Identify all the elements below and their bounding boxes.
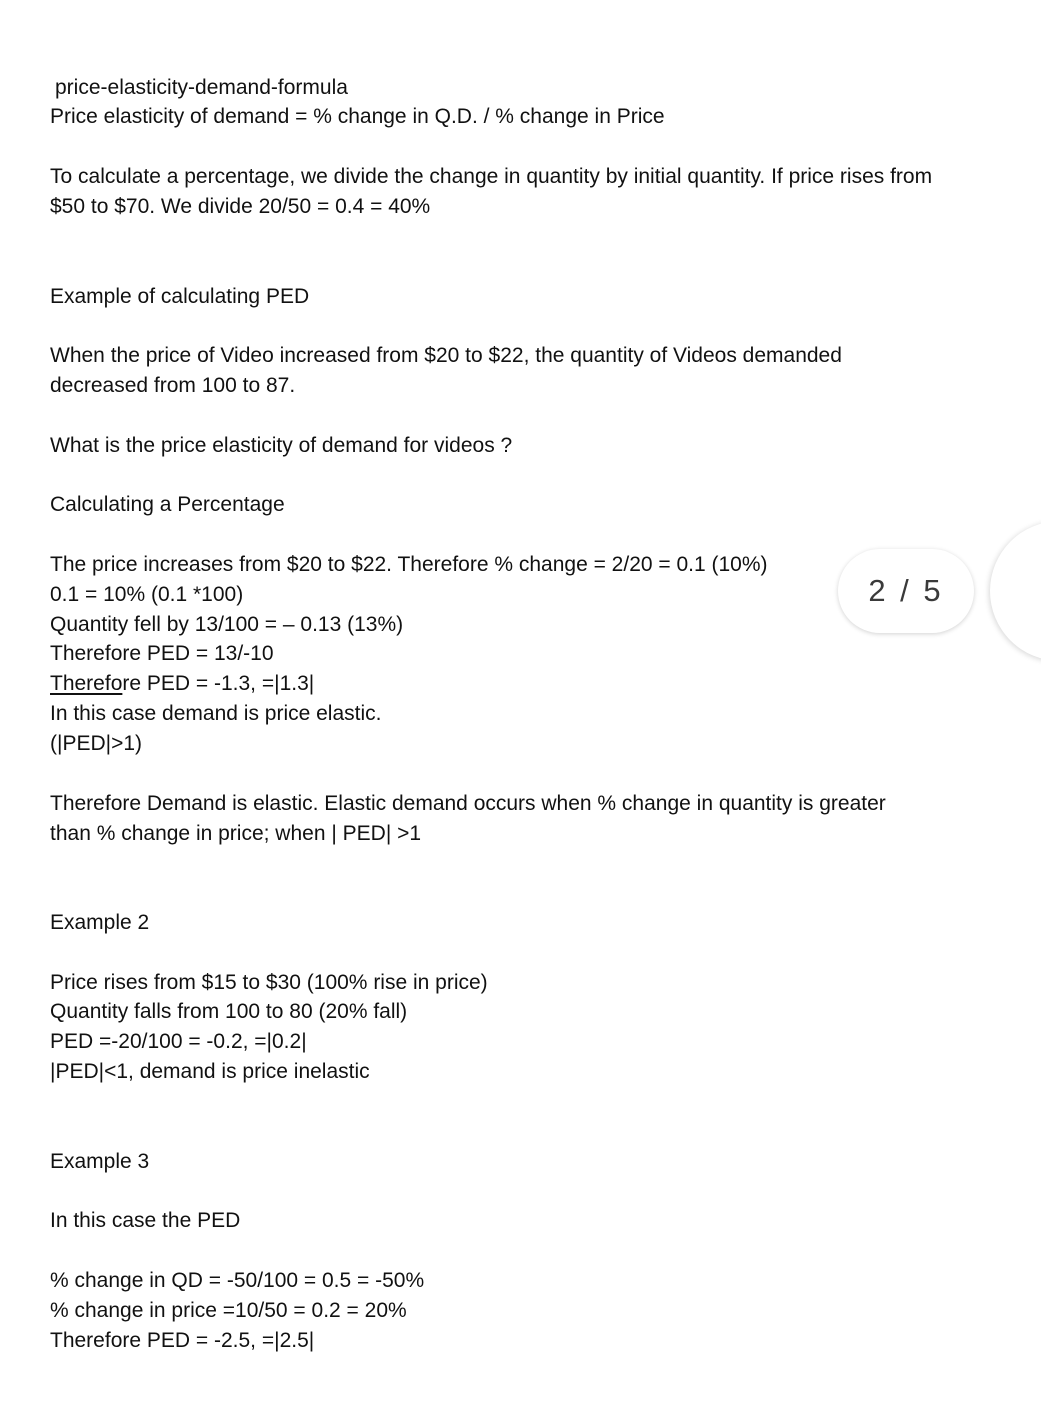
example-3-heading: Example 3: [50, 1150, 150, 1173]
example-2-line-4: |PED|<1, demand is price inelastic: [50, 1060, 370, 1083]
elastic-conclusion-line-2: than % change in price; when | PED| >1: [50, 822, 422, 845]
calc-line-5-rest: re PED = -1.3, =|1.3|: [122, 672, 315, 695]
underlined-text: Therefo: [50, 672, 123, 695]
calculating-percentage-heading: Calculating a Percentage: [50, 493, 285, 516]
example-2-line-2: Quantity falls from 100 to 80 (20% fall): [50, 1000, 408, 1023]
calc-line-7: (|PED|>1): [50, 732, 143, 755]
percentage-explanation-line-1: To calculate a percentage, we divide the change in quantity by initial quantity. If price rises from: [50, 165, 933, 188]
example-3-intro: In this case the PED: [50, 1209, 241, 1232]
percentage-explanation-line-2: $50 to $70. We divide 20/50 = 0.4 = 40%: [50, 195, 431, 218]
calc-line-2: 0.1 = 10% (0.1 *100): [50, 583, 244, 606]
example-2-heading: Example 2: [50, 911, 150, 934]
elastic-conclusion-line-1: Therefore Demand is elastic. Elastic demand occurs when % change in quantity is greater: [50, 792, 886, 815]
ped-formula: Price elasticity of demand = % change in Q.D. / % change in Price: [50, 105, 665, 128]
example-3-line-1: % change in QD = -50/100 = 0.5 = -50%: [50, 1269, 425, 1292]
calc-line-6: In this case demand is price elastic.: [50, 702, 382, 725]
example-3-line-3: Therefore PED = -2.5, =|2.5|: [50, 1329, 315, 1352]
calc-line-1: The price increases from $20 to $22. Therefore % change = 2/20 = 0.1 (10%): [50, 553, 768, 576]
example-1-text-line-1: When the price of Video increased from $20 to $22, the quantity of Videos demanded: [50, 344, 842, 367]
page-indicator: 2 / 5: [838, 549, 974, 633]
example-2-line-1: Price rises from $15 to $30 (100% rise in price): [50, 971, 488, 994]
calc-line-5: [50, 669, 314, 699]
example-1-text-line-2: decreased from 100 to 87.: [50, 374, 296, 397]
calc-line-4: Therefore PED = 13/-10: [50, 642, 274, 665]
example-1-heading: Example of calculating PED: [50, 285, 310, 308]
example-1-question: What is the price elasticity of demand for videos ?: [50, 434, 513, 457]
calc-line-3: Quantity fell by 13/100 = – 0.13 (13%): [50, 613, 404, 636]
example-3-line-2: % change in price =10/50 = 0.2 = 20%: [50, 1299, 407, 1322]
doc-heading-slug: price-elasticity-demand-formula: [55, 76, 348, 99]
example-2-line-3: PED =-20/100 = -0.2, =|0.2|: [50, 1030, 307, 1053]
